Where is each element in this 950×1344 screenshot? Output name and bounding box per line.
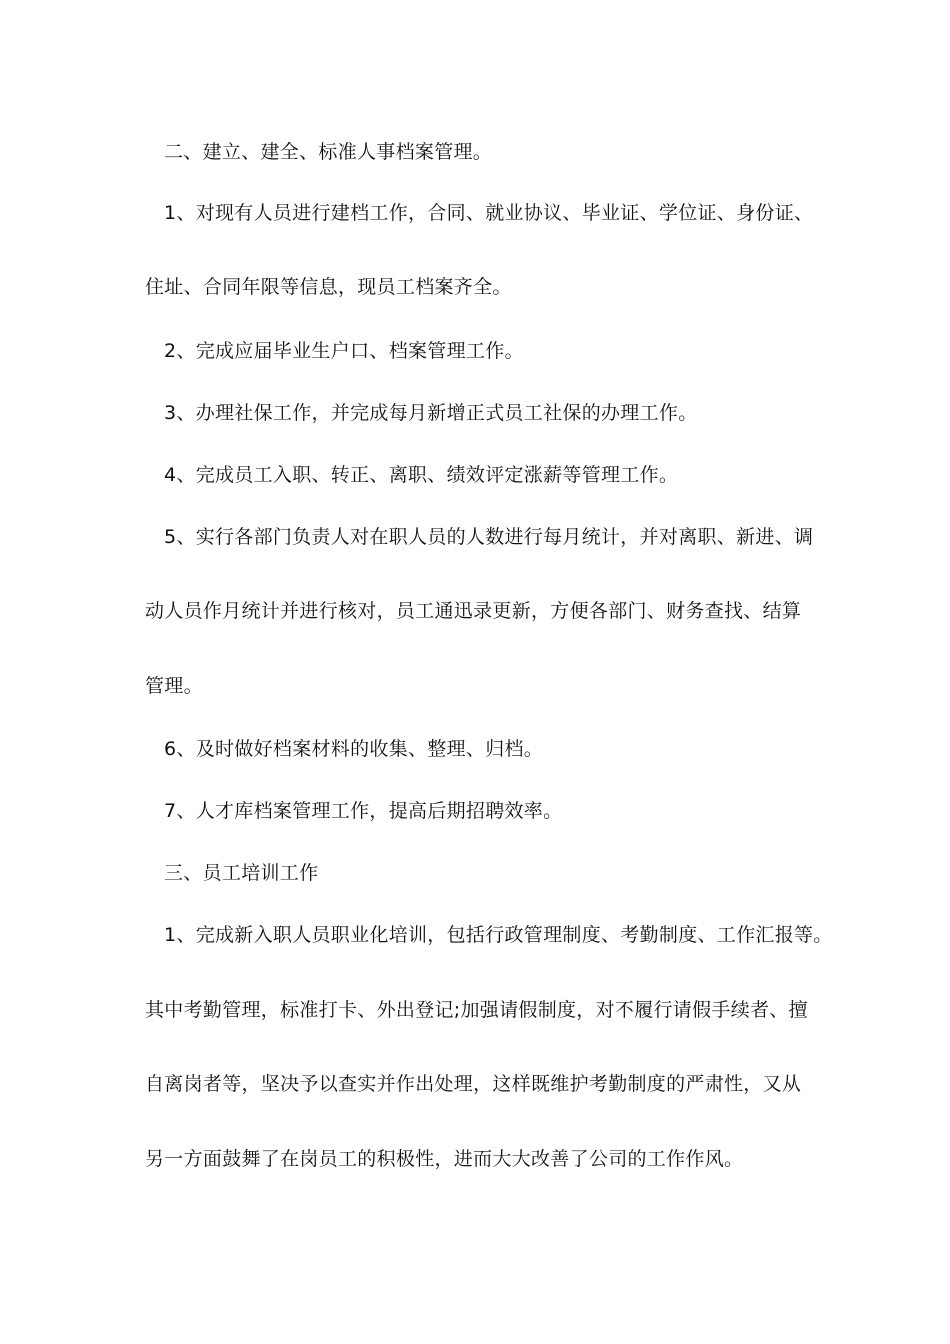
paragraph-line: 自离岗者等，坚决予以查实并作出处理，这样既维护考勤制度的严肃性，又从 [145,1073,802,1095]
paragraph-line: 7、人才库档案管理工作，提高后期招聘效率。 [164,800,563,822]
paragraph-line: 4、完成员工入职、转正、离职、绩效评定涨薪等管理工作。 [164,464,679,486]
paragraph-line: 管理。 [145,675,203,697]
paragraph-line: 住址、合同年限等信息，现员工档案齐全。 [145,276,512,298]
section-heading-personnel-files: 二、建立、建全、标准人事档案管理。 [164,141,493,163]
section-heading-training: 三、员工培训工作 [164,862,319,884]
paragraph-line: 1、对现有人员进行建档工作，合同、就业协议、毕业证、学位证、身份证、 [164,202,814,224]
paragraph-line: 6、及时做好档案材料的收集、整理、归档。 [164,738,544,760]
paragraph-line: 3、办理社保工作，并完成每月新增正式员工社保的办理工作。 [164,402,698,424]
paragraph-line: 另一方面鼓舞了在岗员工的积极性，进而大大改善了公司的工作作风。 [145,1148,744,1170]
paragraph-line: 5、实行各部门负责人对在职人员的人数进行每月统计，并对离职、新进、调 [164,526,814,548]
paragraph-line: 其中考勤管理，标准打卡、外出登记;加强请假制度，对不履行请假手续者、擅 [145,999,808,1021]
paragraph-line: 2、完成应届毕业生户口、档案管理工作。 [164,340,524,362]
paragraph-line: 1、完成新入职人员职业化培训，包括行政管理制度、考勤制度、工作汇报等。 [164,924,833,946]
paragraph-line: 动人员作月统计并进行核对，员工通迅录更新，方便各部门、财务查找、结算 [145,600,802,622]
